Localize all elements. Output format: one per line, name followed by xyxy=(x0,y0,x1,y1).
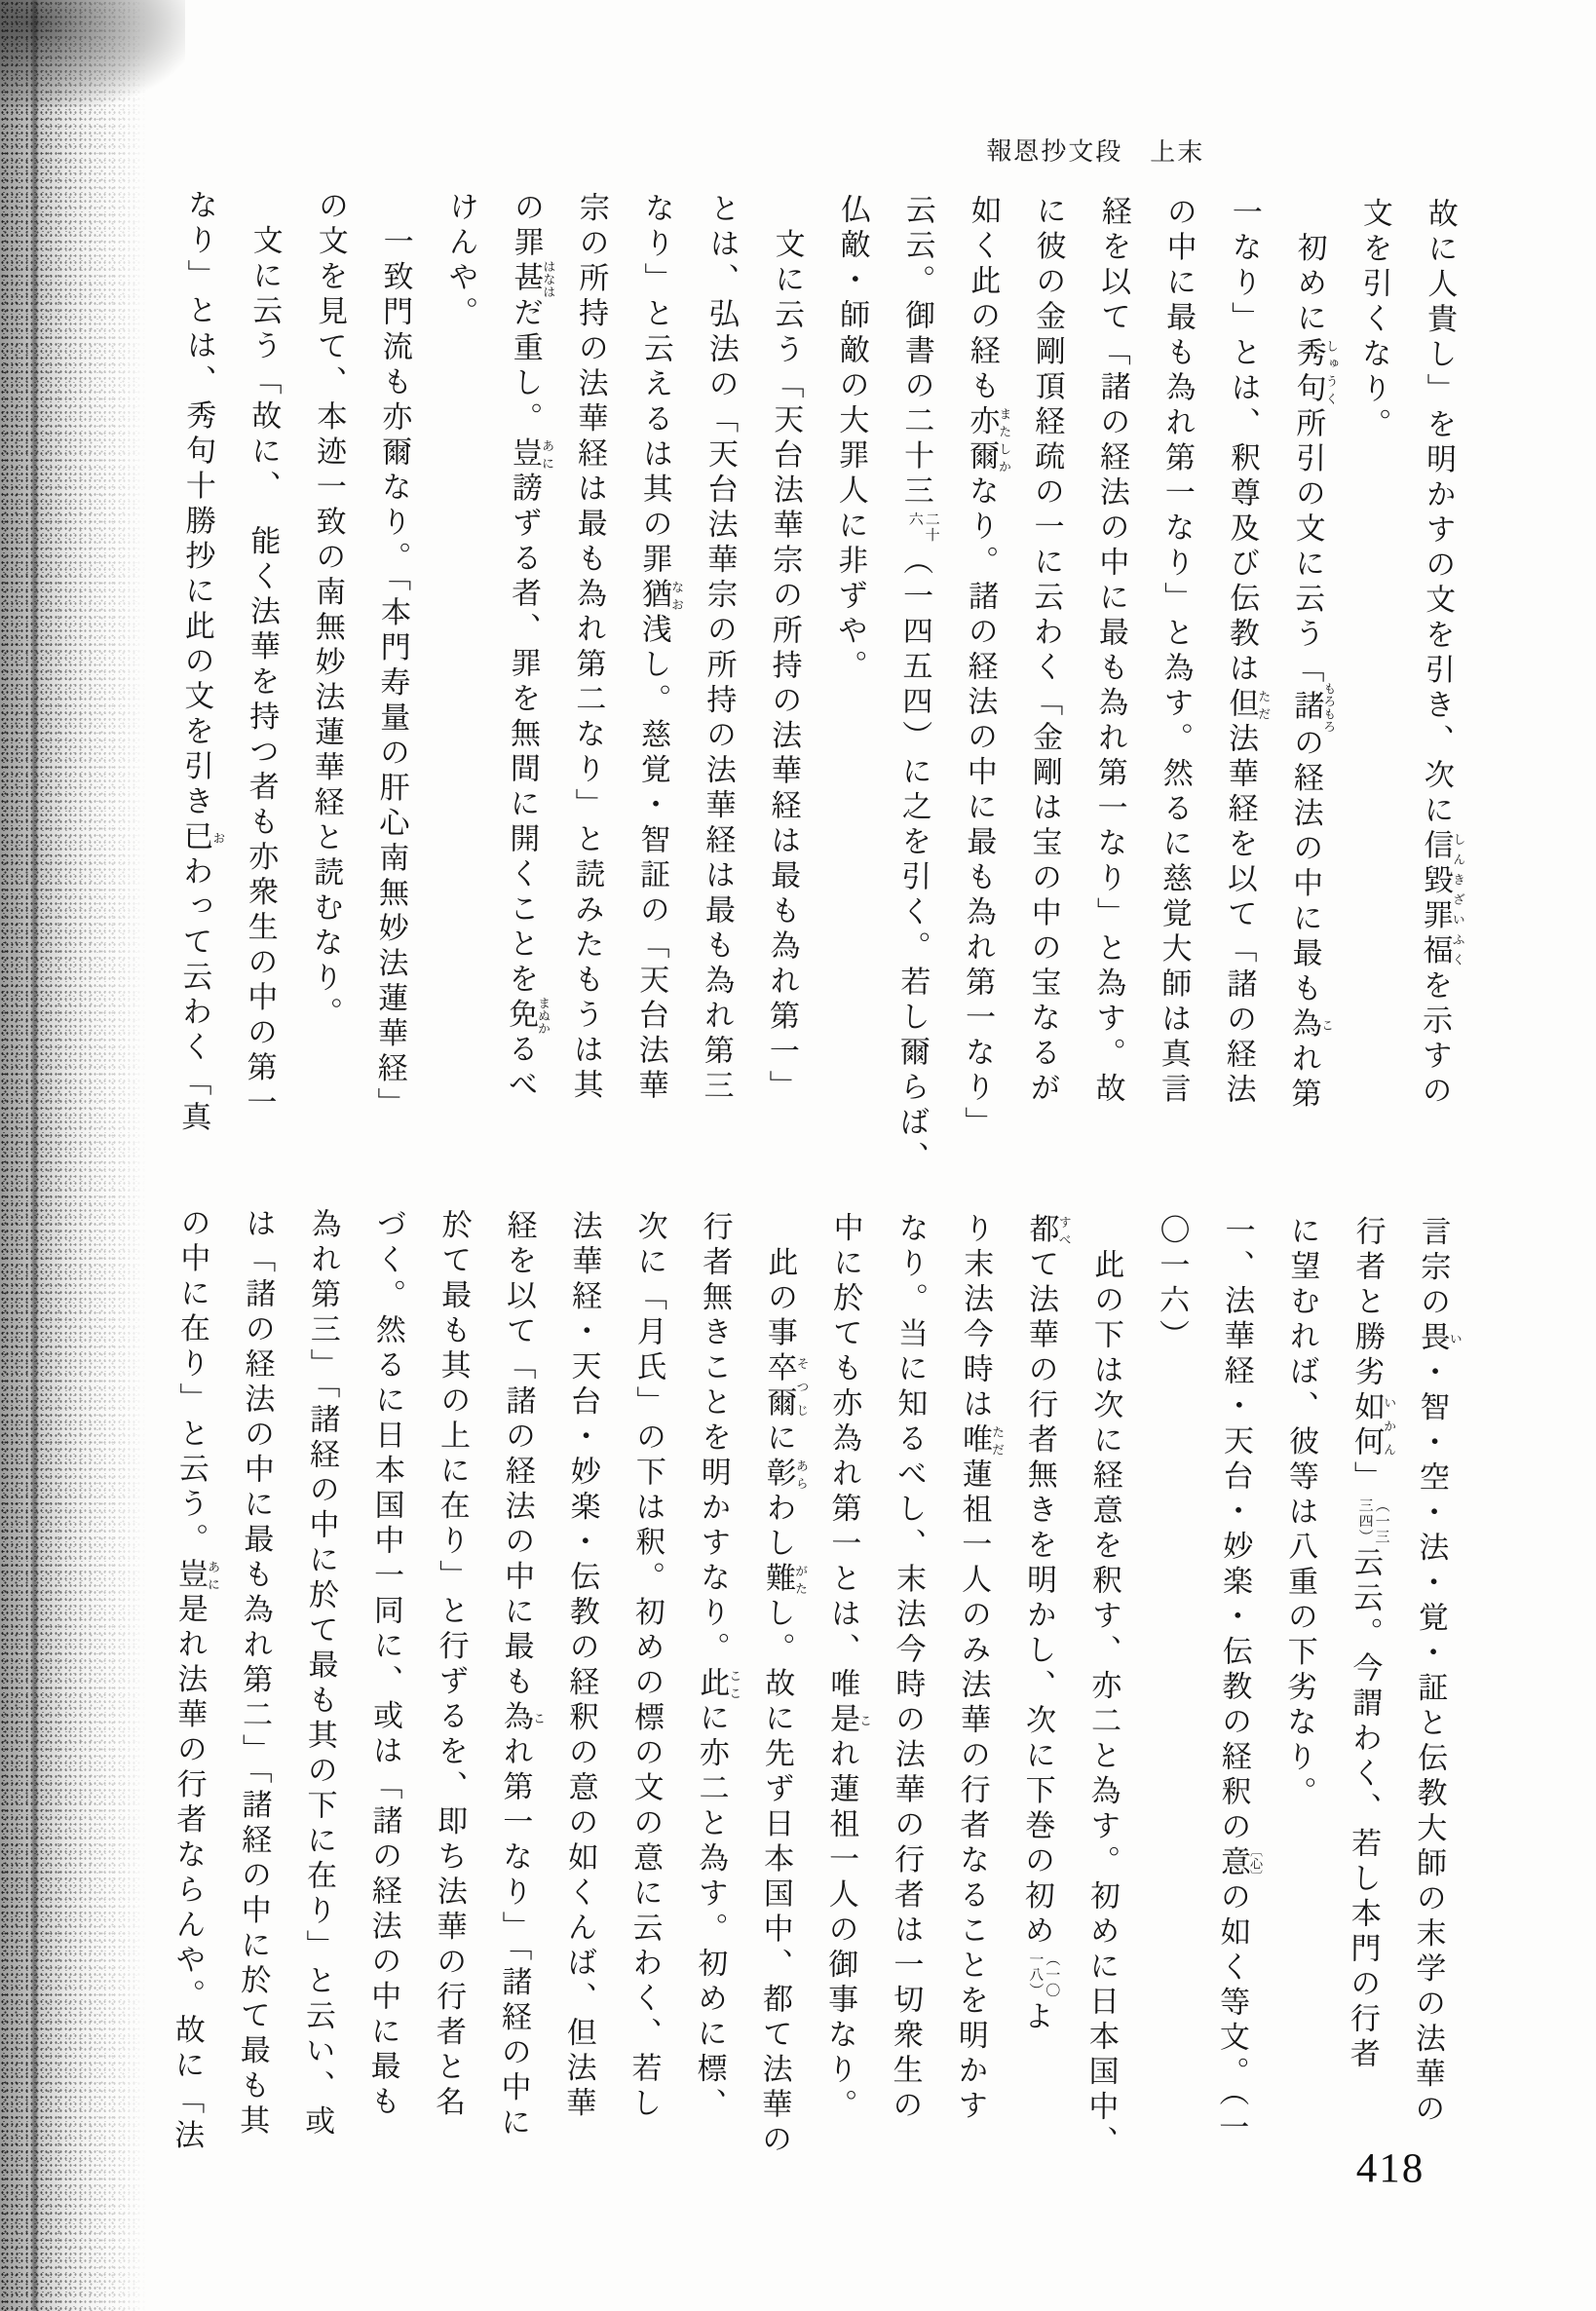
furigana-annotated-text: 已お xyxy=(178,819,226,856)
text-column: 初めに秀句しゅうく所引の文に云う「諸もろもろの経法の中に最も為これ第 xyxy=(1286,196,1339,1113)
furigana-annotated-text: 甚はなは xyxy=(509,259,556,298)
text-column: 都すべて法華の行者無きを明かし、次に下巻の初め （一〇 一八） よ xyxy=(1018,1212,1072,2036)
text-column: の中に最も為れ第一なり」と為す。然るに慈覚大師は真言 xyxy=(1156,195,1197,1108)
text-column: なり」とは、秀句十勝抄に此の文を引き已おわって云わく「真 xyxy=(176,188,226,1136)
text-column: 此の事卒爾そつじに彰あらわし難がたし。故に先ず日本国中、都て法華の xyxy=(756,1210,810,2159)
text-column: り末法今時は唯ただ蓮祖一人のみ法華の行者なることを明かす xyxy=(953,1212,1006,2125)
text-column: 故に人貴し」を明かすの文を引き、次に信毀罪福しんきざいふくを示すの xyxy=(1417,197,1466,1110)
upper-text-block xyxy=(161,189,1473,1231)
text-column: 一なり」とは、釈尊及び伝教は但ただ法華経を以て「諸の経法 xyxy=(1221,196,1272,1109)
text-column: の罪甚はなはだ重し。豈あに謗ずる者、罪を無間に開くことを免まぬかるべ xyxy=(503,191,556,1104)
text-column: 行者と勝劣如何いかん」 （一三 三四） 云云。今謂わく、若し本門の行者 xyxy=(1345,1215,1397,2073)
text-column: 仏敵・師敵の大罪人に非ずや。 xyxy=(832,193,870,685)
text-column: に望むれば、彼等は八重の下劣なり。 xyxy=(1281,1214,1320,1811)
furigana-annotated-text: 難がた xyxy=(760,1561,809,1598)
warichu-note: （一〇 一八） xyxy=(1027,1951,1060,1999)
furigana-annotated-text: 諸もろもろ xyxy=(1289,681,1337,734)
furigana-annotated-text: 卒爾そつじ xyxy=(762,1350,810,1422)
text-column: けんや。 xyxy=(442,190,479,331)
furigana-annotated-text: 豈あに xyxy=(507,436,555,473)
text-column: は「諸の経法の中に最も為れ第二」「諸経の中に於て最も其 xyxy=(235,1207,276,2140)
text-column: なり」と云えるは其の罪猶なお浅し。慈覚・智証の「天台法華 xyxy=(633,192,685,1105)
text-column: 経を以て「諸の経法の中に最も為れ第一なり」と為す。故 xyxy=(1090,195,1131,1108)
text-column: 一致門流も亦爾なり。「本門寿量の肝心南無妙法蓮華経」 xyxy=(372,190,414,1122)
furigana-annotated-text: 但ただ xyxy=(1224,687,1272,723)
text-column: づく。然るに日本国中一同に、或は「諸の経法の中に最も xyxy=(365,1208,406,2121)
furigana-annotated-text: 亦爾またしか xyxy=(964,404,1012,475)
text-column: の中に在り」と云う。豈あに是れ法華の行者ならんや。故に「法 xyxy=(169,1206,221,2154)
lower-text-block xyxy=(153,1207,1465,2249)
text-column: 於て最も其の上に在り」と行ずるを、即ち法華の行者と名 xyxy=(431,1208,472,2121)
furigana-annotated-text: 意〔心〕 xyxy=(1215,1843,1264,1883)
furigana-annotated-text: 為こ xyxy=(498,1700,547,1736)
text-column: とは、弘法の「天台法華宗の所持の法華経は最も為れ第三 xyxy=(699,192,740,1105)
text-column: 此の下は次に経意を釈す、亦二と為す。初めに日本国中、 xyxy=(1083,1213,1124,2161)
furigana-annotated-text: 是こ xyxy=(824,1702,873,1738)
furigana-annotated-text: 免まぬか xyxy=(503,996,551,1035)
text-column: 文を引くなり。 xyxy=(1356,197,1392,443)
text-column: 次に「月氏」の下は釈。初めの標の文の意に云わく、若し xyxy=(627,1210,667,2123)
text-column: 行者無きことを明かすなり。此ここに亦二と為す。初めに標、 xyxy=(692,1210,742,2123)
text-column: 云云。御書の二十三 二十 六 （一四五四）に之を引く。若し爾らば、 xyxy=(893,193,939,1177)
text-column: なり。当に知るべし、末法今時の法華の行者は一切衆生の xyxy=(888,1211,929,2125)
furigana-annotated-text: 彰あら xyxy=(761,1456,809,1493)
text-column: 〇一六） xyxy=(1154,1213,1190,1354)
text-column: 言宗の畏い・智・空・法・覚・証と伝教大師の末学の法華の xyxy=(1410,1215,1463,2128)
furigana-annotated-text: 此ここ xyxy=(695,1666,742,1702)
furigana-annotated-text: 秀句しゅうく xyxy=(1291,336,1339,408)
text-column: の文を見て、本迹一致の南無妙法蓮華経と読むなり。 xyxy=(307,189,349,1032)
furigana-annotated-text: 為こ xyxy=(1286,1006,1335,1043)
furigana-annotated-text: 猶なお xyxy=(636,578,685,614)
furigana-annotated-text: 如何いかん xyxy=(1349,1390,1397,1461)
text-column: 中に於ても亦為れ第一とは、唯是これ蓮祖一人の御事なり。 xyxy=(822,1211,873,2124)
text-column: 宗の所持の法華経は最も為れ第二なり」と読みたもうは其 xyxy=(568,191,610,1104)
text-column: 経を以て「諸の経法の中に最も為これ第一なり」「諸経の中に xyxy=(496,1209,547,2141)
furigana-annotated-text: 信毀罪福しんきざいふく xyxy=(1418,828,1466,969)
text-column: 如く此の経も亦爾またしかなり。諸の経法の中に最も為れ第一なり」 xyxy=(960,194,1012,1142)
page-number: 418 xyxy=(1355,2145,1425,2192)
furigana-annotated-text: 都すべ xyxy=(1024,1212,1072,1249)
furigana-annotated-text: 畏い xyxy=(1415,1320,1463,1356)
text-column: 為れ第三」「諸経の中に於て最も其の下に在り」と云い、或 xyxy=(300,1207,341,2141)
text-column: 法華経・天台・妙楽・伝教の経釈の意の如くんば、但法華 xyxy=(561,1209,602,2122)
warichu-note: （一三 三四） xyxy=(1356,1497,1389,1545)
text-column: 一、法華経・天台・妙楽・伝教の経釈の意〔心〕の如く等文。（一 xyxy=(1214,1214,1264,2146)
running-head: 報恩抄文段 上末 xyxy=(986,136,1205,168)
furigana-annotated-text: 唯ただ xyxy=(957,1422,1006,1459)
text-column: 文に云う「故に、 能く法華を持つ者も亦衆生の中の第一 xyxy=(242,189,284,1121)
text-column: に彼の金剛頂経疏の一に云わく「金剛は宝の中の宝なるが xyxy=(1025,194,1066,1108)
furigana-annotated-text: 豈あに xyxy=(172,1557,221,1594)
warichu-note: 二十 六 xyxy=(906,511,939,544)
text-column: 文に云う「天台法華宗の所持の法華経は最も為れ第一」 xyxy=(764,192,805,1106)
